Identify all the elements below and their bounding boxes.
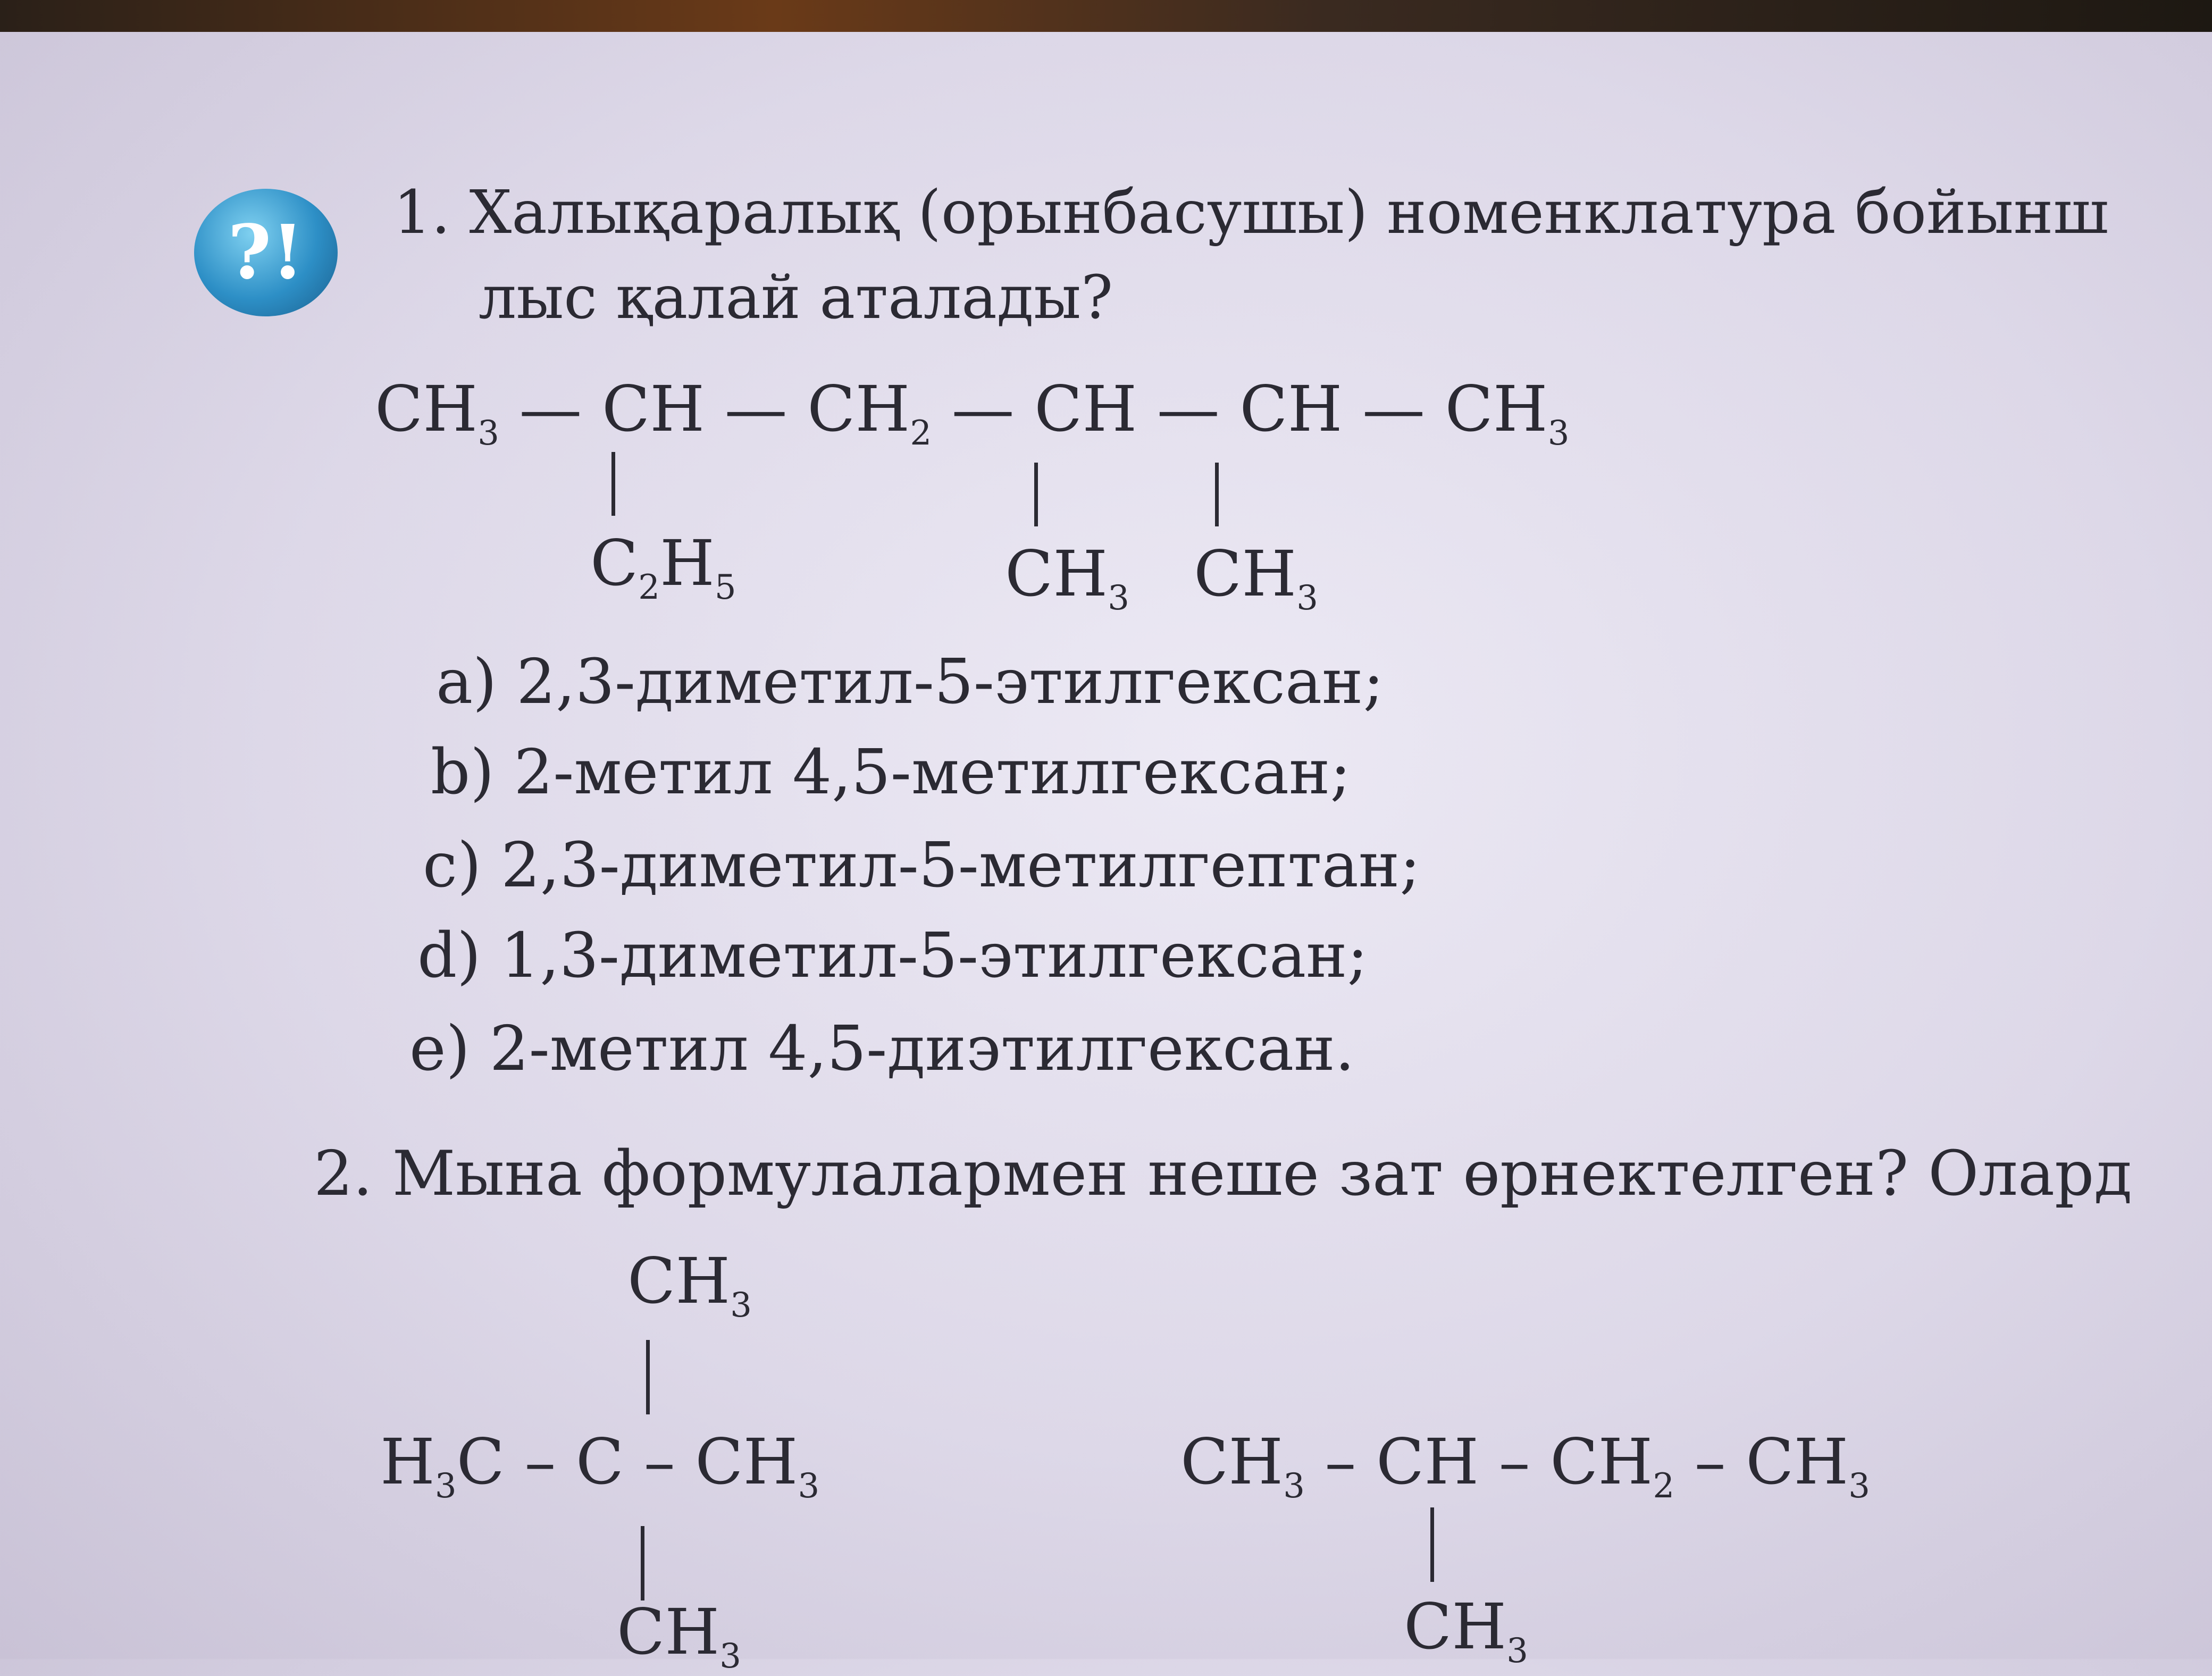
option-text: 2-метил 4,5-метилгексан;	[514, 736, 1351, 808]
top-methyl: $CH_3$	[627, 1244, 752, 1325]
bottom-methyl: $CH_3$	[617, 1595, 741, 1676]
question-1-number: 1.	[393, 178, 450, 247]
question-1-line-1	[393, 178, 2109, 247]
option-label: d)	[417, 920, 481, 992]
option-label: c)	[423, 829, 482, 901]
answer-option[interactable]	[436, 646, 1384, 718]
answer-option[interactable]	[409, 1013, 1355, 1085]
option-label: a)	[436, 646, 497, 718]
answer-option[interactable]	[423, 829, 1420, 901]
option-label: b)	[431, 736, 495, 808]
bond-line	[611, 452, 615, 516]
question-2-text: Мына формулалармен неше зат өрнектелген? Олард	[392, 1138, 2132, 1210]
question-2	[314, 1138, 2132, 1210]
option-label: e)	[409, 1013, 470, 1085]
question-1-text: Халықаралық (орынбасушы) номенклатура бойынш	[469, 178, 2109, 247]
main-chain: $CH_3$ — CH — $CH_2$ — CH — CH — $CH_3$	[375, 372, 1570, 453]
book-spine-edge	[0, 0, 2212, 32]
substituent-ethyl: $C_2H_5$	[590, 526, 736, 607]
question-2-number: 2.	[314, 1138, 373, 1210]
question-1-line-2: лыс қалай аталады?	[479, 263, 1113, 332]
bond-line	[641, 1526, 644, 1600]
answer-option[interactable]	[417, 920, 1368, 992]
bond-line	[1215, 463, 1219, 526]
bond-line	[1034, 463, 1038, 526]
option-text: 2-метил 4,5-диэтилгексан.	[489, 1013, 1355, 1085]
question-badge-icon: ?!	[194, 189, 338, 316]
substituent-methyl: $CH_3$	[1005, 537, 1129, 618]
main-chain: $CH_3$ – CH – $CH_2 - CH_3$	[1180, 1425, 1870, 1506]
center-chain: $H_3C$ – C – $CH_3$	[380, 1425, 820, 1506]
substituent-methyl: $CH_3$	[1194, 537, 1318, 618]
answer-option[interactable]	[431, 736, 1351, 808]
option-text: 2,3-диметил-5-метилгептан;	[501, 829, 1421, 901]
bond-line	[1430, 1507, 1434, 1582]
substituent-methyl: $CH_3$	[1404, 1590, 1528, 1671]
option-text: 1,3-диметил-5-этилгексан;	[500, 920, 1368, 992]
option-text: 2,3-диметил-5-этилгексан;	[516, 646, 1384, 718]
bond-line	[646, 1340, 650, 1414]
